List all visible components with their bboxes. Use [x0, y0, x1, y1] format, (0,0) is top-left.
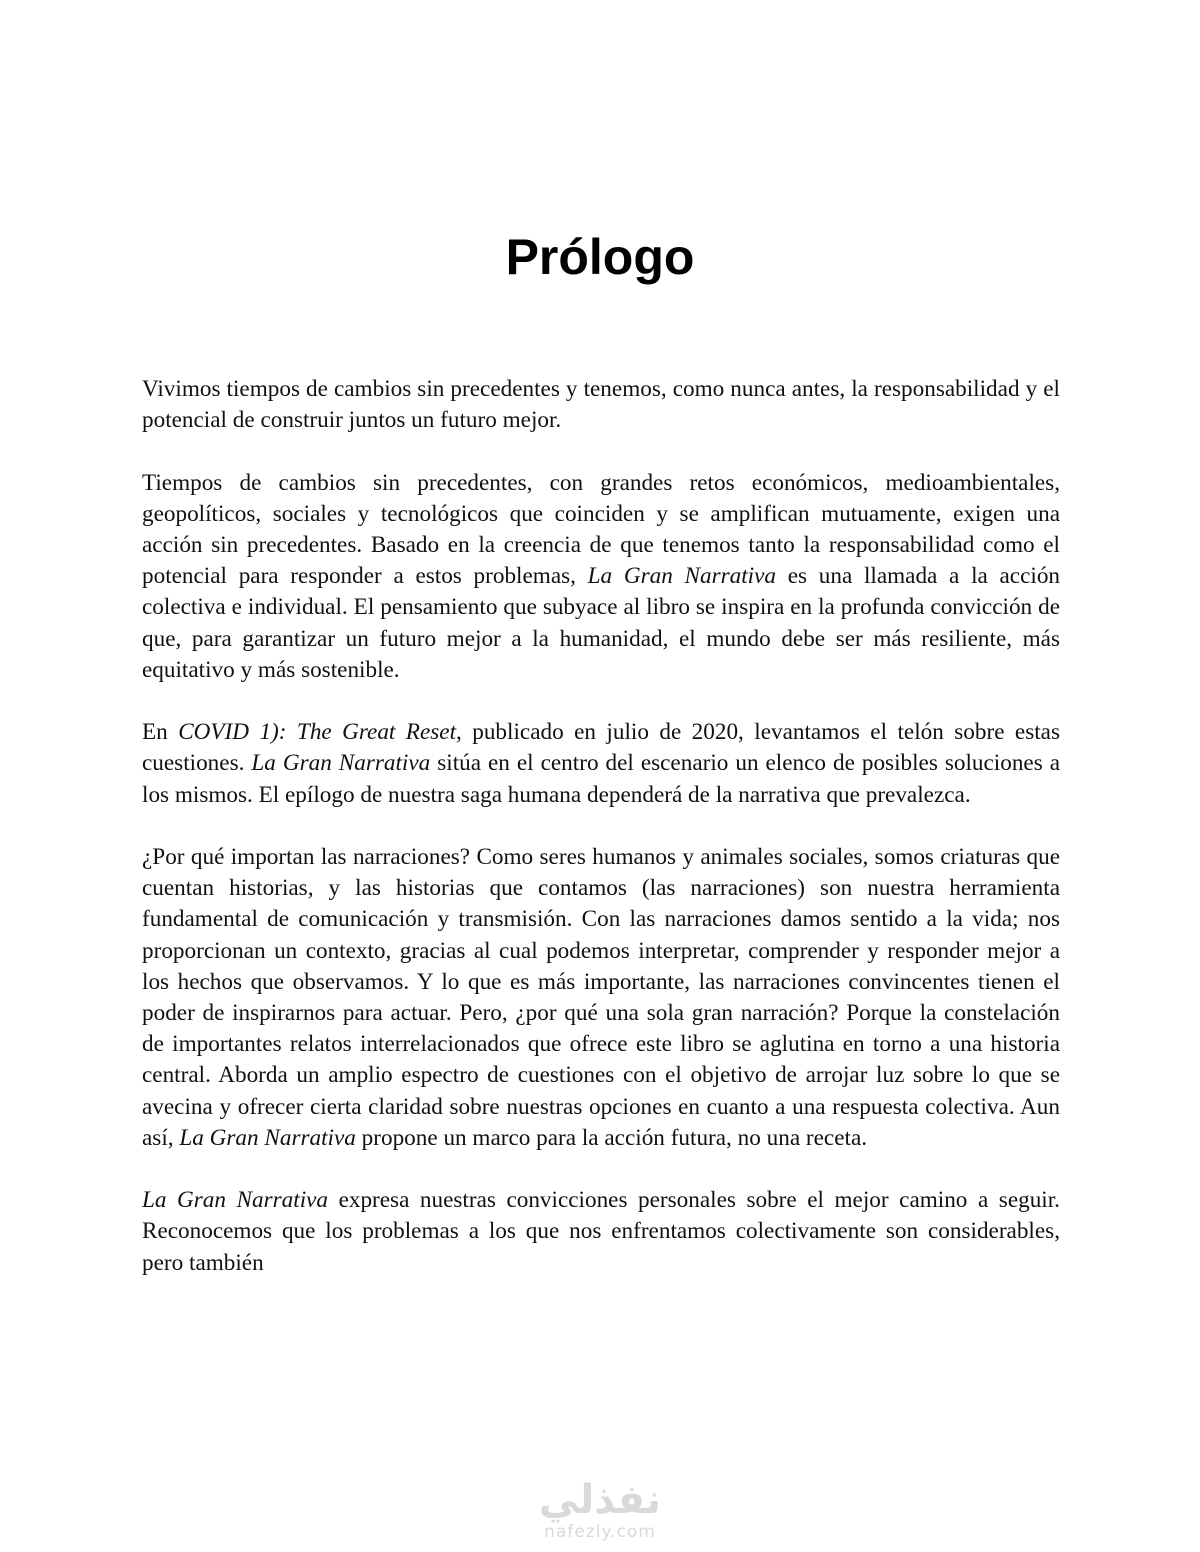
paragraph-text: propone un marco para la acción futura, no una receta. [355, 1124, 868, 1151]
paragraph-text: ¿Por qué importan las narraciones? Como seres humanos y animales sociales, somos criaturas que cuentan historias, y las historias que contamos (las narraciones) son nuestra herramienta fundamental de comunicación y transmisión. Con las narraciones damos sentido a la vida; nos proporcionan un contexto, gracias al cual podemos interpretar, comprender y responder mejor a los hechos que observamos. Y lo que es más importante, las narraciones convincentes tienen el poder de inspirarnos para actuar. Pero, ¿por qué una sola gran narración? Porque la constelación de importantes relatos interrelacionados que ofrece este libro se aglutina en torno a una historia central. Aborda un amplio espectro de cuestiones con el objetivo de arrojar luz sobre lo que se avecina y ofrecer cierta claridad sobre nuestras opciones en cuanto a una respuesta colectiva. Aun así, [142, 844, 1060, 1151]
paragraph-text: sitúa en el centro del escenario un elenco de posibles soluciones a los mismos. El epílogo de nuestra saga humana dependerá de la narrativa que prevalezca. [142, 750, 1061, 808]
paragraph [142, 1185, 1060, 1279]
paragraph-text: , publicado en julio de 2020, levantamos el telón sobre estas cuestiones. [142, 719, 1060, 777]
paragraph-text: es una llamada a la acción colectiva e individual. El pensamiento que subyace al libro se inspira en la profunda convicción de que, para garantizar un futuro mejor a la humanidad, el mundo debe ser más resiliente, más equitativo y más sostenible. [142, 563, 1061, 683]
italic-title-text: COVID 1): The Great Reset [178, 719, 457, 746]
page-title: Prólogo [505, 229, 695, 285]
paragraph-text: Tiempos de cambios sin precedentes, con grandes retos económicos, medioambientales, geopolíticos, sociales y tecnológicos que coinciden y se amplifican mutuamente, exigen una acción sin precedentes. Basado en la creencia de que tenemos tanto la responsabilidad como el potencial para responder a estos problemas, [142, 469, 1060, 590]
paragraph [142, 717, 1060, 811]
watermark-logo-text: نفذلي [538, 1477, 662, 1523]
watermark-logo [500, 1478, 700, 1542]
italic-title-text: La Gran Narrativa [587, 563, 777, 590]
paragraph-text: expresa nuestras convicciones personales sobre el mejor camino a seguir. Reconocemos que los problemas a los que nos enfrentamos colectivamente son considerables, pero también [142, 1187, 1060, 1276]
italic-title-text: La Gran Narrativa [142, 1187, 329, 1214]
paragraph [142, 842, 1060, 1154]
paragraph [142, 468, 1060, 686]
italic-title-text: La Gran Narrativa [251, 750, 431, 777]
body-text [142, 374, 1060, 1310]
paragraph-text: Vivimos tiempos de cambios sin precedentes y tenemos, como nunca antes, la responsabilidad y el potencial de construir juntos un futuro mejor. [142, 376, 1060, 434]
paragraph [142, 374, 1060, 436]
paragraph-text: En [142, 719, 179, 746]
italic-title-text: La Gran Narrativa [179, 1124, 356, 1151]
watermark-url: nafezly.com [544, 1522, 656, 1542]
